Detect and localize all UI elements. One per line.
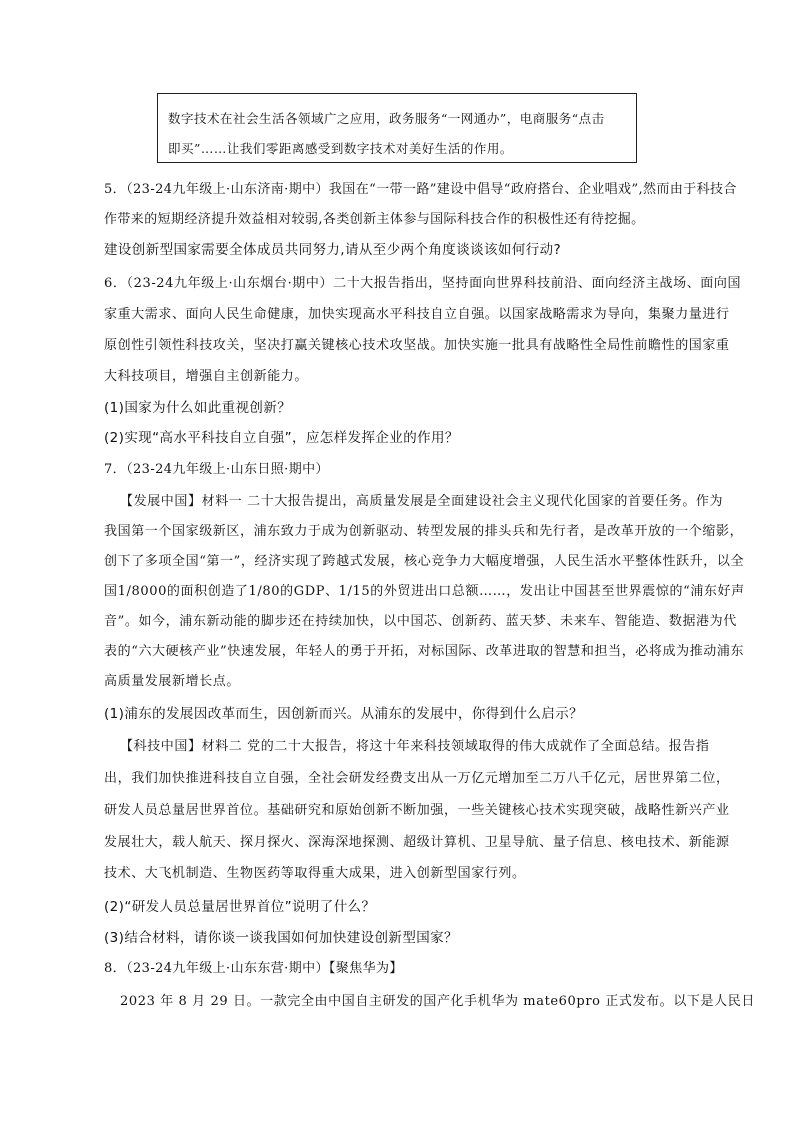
question-6-line: 原创性引领性科技攻关，坚决打赢关键核心技术攻坚战。加快实施一批具有战略性全局性前瞻性的国家重 [104, 338, 730, 353]
material-2-line: 研发人员总量居世界首位。基础研究和原始创新不断加强，一些关键核心技术实现突破，战略性新兴产业 [104, 803, 730, 818]
question-6-sub-1: (1)国家为什么如此重视创新？ [104, 400, 292, 416]
material-1-line: 我国第一个国家级新区，浦东致力于成为创新驱动、转型发展的排头兵和先行者，是改革开放的一个缩影， [104, 524, 744, 539]
material-1-line: 国1/8000的面积创造了1/80的GDP、1/15的外贸进出口总额……，发出让中国甚至世界震惊的“浦东好声 [104, 584, 745, 599]
question-7-header: 7．（23-24九年级上·山东日照·期中） [104, 462, 329, 477]
material-2-line: 【科技中国】材料二 党的二十大报告，将这十年来科技领域取得的伟大成就作了全面总结。报告指 [120, 739, 710, 754]
question-6-sub-2: (2)实现“高水平科技自立自强”，应怎样发挥企业的作用？ [104, 430, 459, 446]
material-1-line: 表的“六大硬核产业”快速发展，年轻人的勇于开拓，对标国际、改革进取的智慧和担当，必将成为推动浦东 [104, 644, 745, 659]
question-8-line: 2023 年 8 月 29 日。一款完全由中国自主研发的国产化手机华为 mate60pro 正式发布。以下是人民日 [120, 994, 755, 1009]
material-1-line: 创下了多项全国“第一”，经济实现了跨越式发展，核心竞争力大幅度增强，人民生活水平整体性跃升，以全 [104, 554, 745, 569]
question-6-line: 6．（23-24九年级上·山东烟台·期中）二十大报告指出，坚持面向世界科技前沿、面向经济主战场、面向国 [104, 276, 742, 291]
material-1-line: 【发展中国】材料一 二十大报告提出，高质量发展是全面建设社会主义现代化国家的首要任务。作为 [120, 494, 724, 509]
question-5-line: 5．（23-24九年级上·山东济南·期中）我国在“一带一路”建设中倡导“政府搭台、企业唱戏”,然而由于科技合 [104, 182, 737, 197]
question-6-line: 大科技项目，增强自主创新能力。 [104, 369, 309, 384]
question-7-sub-1: (1)浦东的发展因改革而生，因创新而兴。从浦东的发展中，你得到什么启示？ [104, 706, 584, 722]
material-1-line: 音”。如今，浦东新动能的脚步还在持续加快，以中国芯、创新药、蓝天梦、未来车、智能造、数据港为代 [104, 614, 737, 629]
question-8-header: 8．（23-24九年级上·山东东营·期中）【聚焦华为】 [104, 961, 403, 976]
quote-box [157, 93, 637, 163]
question-5-prompt: 建设创新型国家需要全体成员共同努力,请从至少两个角度谈谈该如何行动? [104, 242, 562, 258]
material-2-line: 出，我们加快推进科技自立自强，全社会研发经费支出从一万亿元增加至二万八千亿元，居世界第二位， [104, 771, 730, 786]
question-5-line: 作带来的短期经济提升效益相对较弱,各类创新主体参与国际科技合作的积极性还有待挖掘。 [104, 212, 645, 227]
quote-line: 即买”……让我们零距离感受到数字技术对美好生活的作用。 [168, 141, 513, 156]
quote-line: 数字技术在社会生活各领域广之应用，政务服务“一网通办”，电商服务“点击 [168, 111, 605, 126]
material-2-line: 技术、大飞机制造、生物医药等取得重大成果，进入创新型国家行列。 [104, 866, 526, 881]
question-6-line: 家重大需求、面向人民生命健康，加快实现高水平科技自立自强。以国家战略需求为导向，集聚力量进行 [104, 307, 730, 322]
material-2-line: 发展壮大，载人航天、探月探火、深海深地探测、超级计算机、卫星导航、量子信息、核电技术、新能源 [104, 835, 730, 850]
question-7-sub-3: (3)结合材料，请你谈一谈我国如何加快建设创新型国家？ [104, 930, 458, 946]
material-1-line: 高质量发展新增长点。 [104, 674, 241, 689]
question-7-sub-2: (2)“研发人员总量居世界首位”说明了什么？ [104, 899, 376, 915]
